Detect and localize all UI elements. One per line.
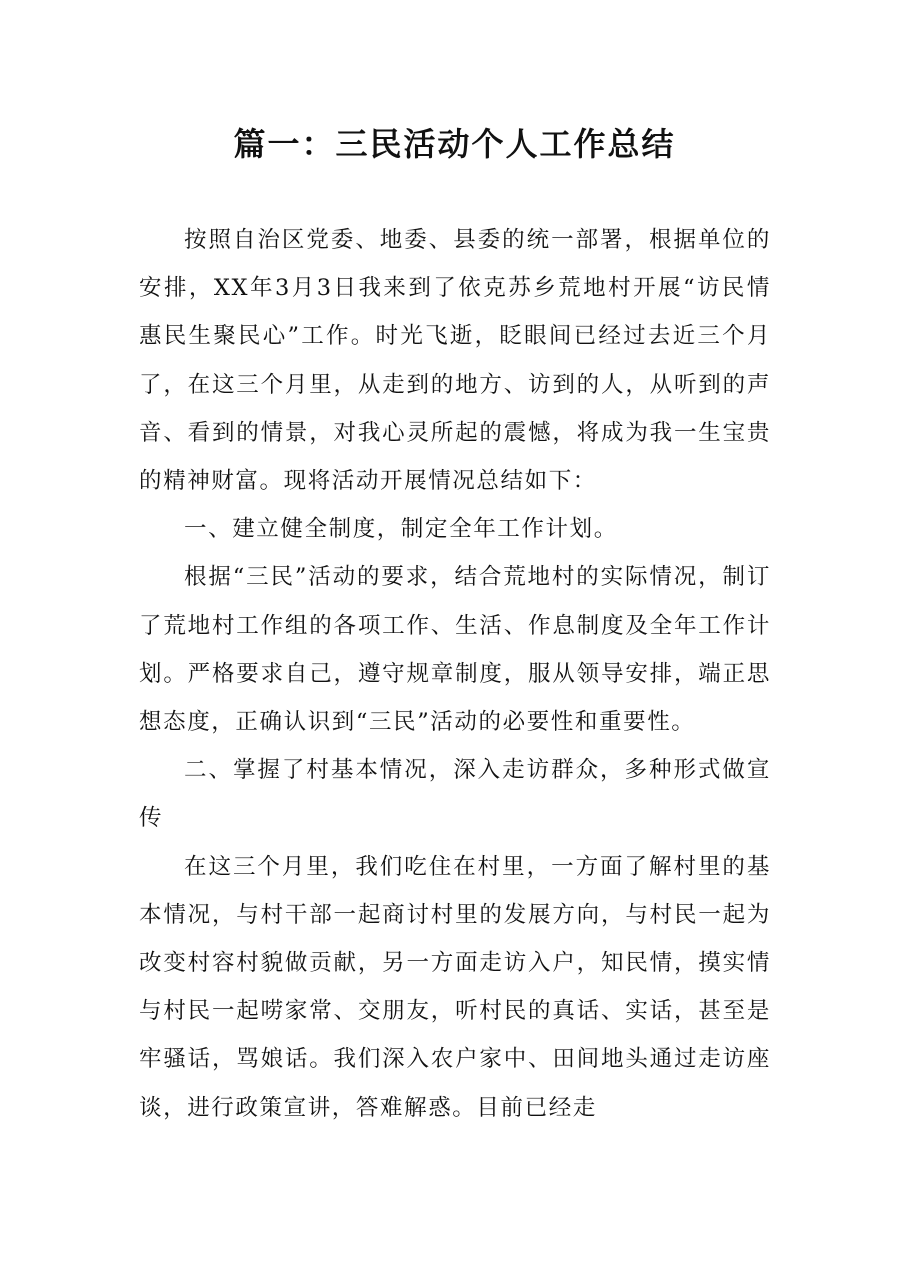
document-title: 篇一：三民活动个人工作总结 (233, 125, 676, 163)
paragraph-section-2: 在这三个月里，我们吃住在村里，一方面了解村里的基本情况，与村干部一起商讨村里的发展方向，与村民一起为改变村容村貌做贡献，另一方面走访入户，知民情，摸实情与村民一起唠家常、交朋友，听村民的真话、实话，甚至是牢骚话，骂娘话。我们深入农户家中、田间地头通过走访座谈，进行政策宣讲，答难解惑。目前已经走 (139, 853, 771, 1121)
paragraph-section-1: 根据“三民”活动的要求，结合荒地村的实际情况，制订了荒地村工作组的各项工作、生活、作息制度及全年工作计划。严格要求自己，遵守规章制度，服从领导安排，端正思想态度，正确认识到“三民”活动的必要性和重要性。 (139, 564, 771, 736)
section-heading-1: 一、建立健全制度，制定全年工作计划。 (184, 516, 618, 543)
section-heading-2: 二、掌握了村基本情况，深入走访群众，多种形式做宣传 (139, 757, 771, 832)
document-body (139, 216, 771, 1132)
paragraph-intro: 按照自治区党委、地委、县委的统一部署，根据单位的安排，XX年3月3日我来到了依克苏乡荒地村开展“访民情惠民生聚民心”工作。时光飞逝，眨眼间已经过去近三个月了，在这三个月里，从走到的地方、访到的人，从听到的声音、看到的情景，对我心灵所起的震憾，将成为我一生宝贵的精神财富。现将活动开展情况总结如下： (139, 227, 771, 495)
